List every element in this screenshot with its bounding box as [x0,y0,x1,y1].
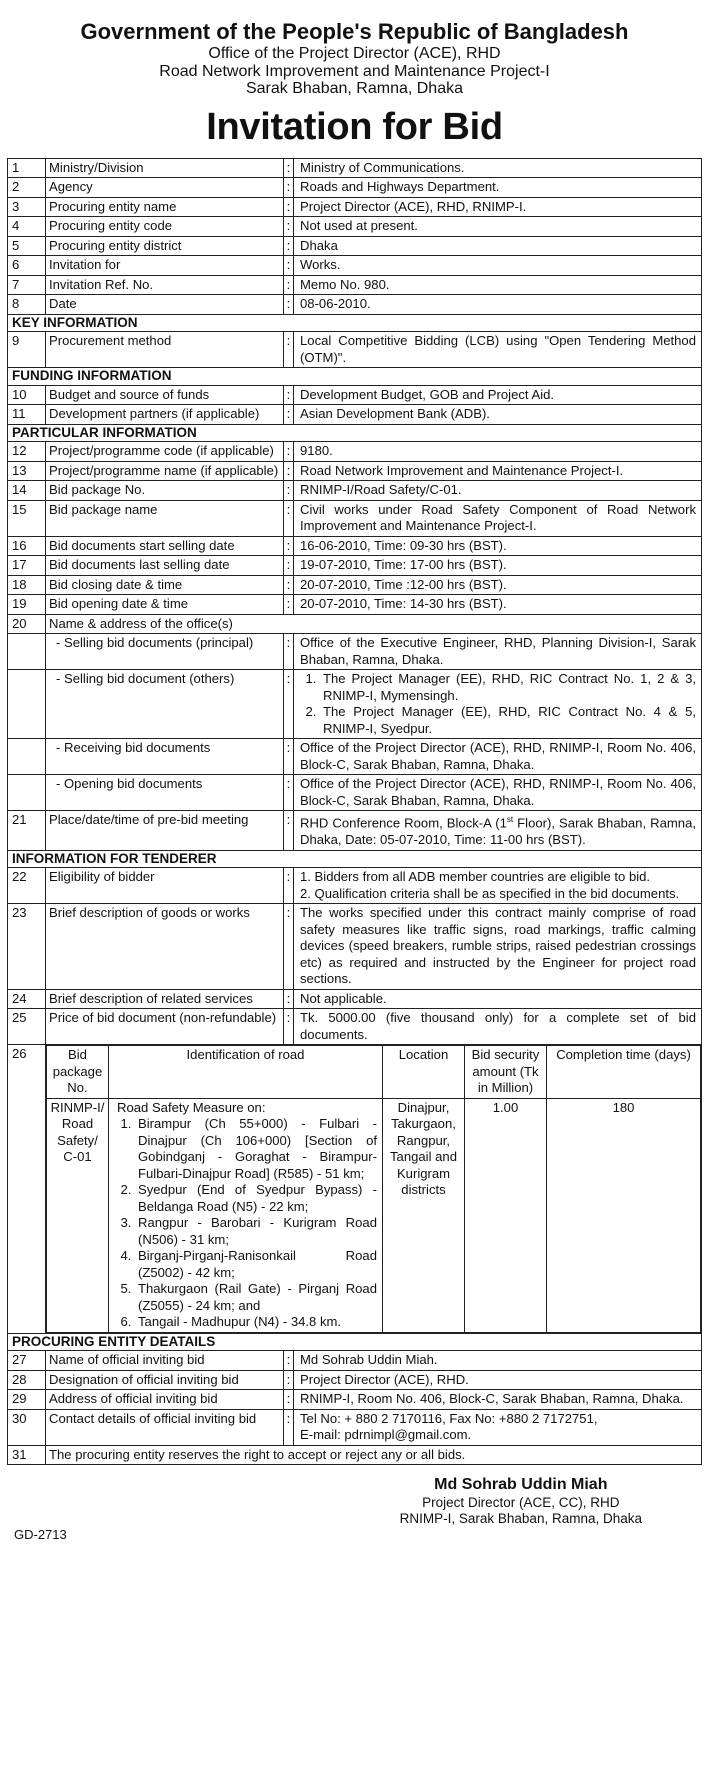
colon: : [284,868,294,904]
list-item: 6. Tangail - Madhupur (N4) - 34.8 km. [135,1314,377,1331]
signer-address: RNIMP-I, Sarak Bhaban, Ramna, Dhaka [399,1511,642,1527]
row-value: 9180. [294,442,702,462]
row-value: 08-06-2010. [294,295,702,315]
row-value: 20-07-2010, Time :12-00 hrs (BST). [294,575,702,595]
table-row [8,1370,702,1390]
row-number: 10 [8,385,46,405]
table-row [8,595,702,615]
row-number: 15 [8,500,46,536]
row-label: Project/programme name (if applicable) [46,461,284,481]
signer-designation: Project Director (ACE, CC), RHD [422,1495,620,1511]
row-value: Project Director (ACE), RHD. [294,1370,702,1390]
road-table-header [47,1046,701,1099]
row-value [294,670,702,739]
colon: : [284,332,294,368]
colon: : [284,595,294,615]
office-line: Office of the Project Director (ACE), RHD [208,44,501,62]
table-row [8,811,702,850]
row-label: - Selling bid documents (principal) [46,634,284,670]
row-number: 4 [8,217,46,237]
table-row [8,739,702,775]
row-number: 17 [8,556,46,576]
row-label: Address of official inviting bid [46,1390,284,1410]
package-cell: RINMP-I/ Road Safety/ C-01 [47,1098,109,1332]
list-item: 2. Syedpur (End of Syedpur Bypass) - Beldanga Road (N5) - 22 km; [135,1182,377,1215]
table-row [8,1445,702,1465]
colon: : [284,236,294,256]
colon: : [284,158,294,178]
row-label: Bid package No. [46,481,284,501]
colon: : [284,405,294,425]
row-label: - Opening bid documents [46,775,284,811]
row-number: 5 [8,236,46,256]
table-row [8,405,702,425]
row-number: 30 [8,1409,46,1445]
colon: : [284,275,294,295]
table-row [8,1409,702,1445]
row-number: 19 [8,595,46,615]
table-row [8,670,702,739]
table-row [8,868,702,904]
page-title: Invitation for Bid [206,106,503,149]
colon: : [284,461,294,481]
row-value: Works. [294,256,702,276]
signer-name: Md Sohrab Uddin Miah [434,1476,608,1494]
table-row [8,556,702,576]
row-value: Asian Development Bank (ADB). [294,405,702,425]
list-item: 2. The Project Manager (EE), RHD, RIC Contract No. 4 & 5, RNIMP-I, Syedpur. [320,704,696,737]
signature-block [400,1477,642,1527]
table-row [8,500,702,536]
table-row [8,461,702,481]
table-row [8,385,702,405]
row-label: The procuring entity reserves the right to accept or reject any or all bids. [46,1445,702,1465]
row-number: 13 [8,461,46,481]
row-value: Md Sohrab Uddin Miah. [294,1351,702,1371]
colon: : [284,256,294,276]
row-value: Development Budget, GOB and Project Aid. [294,385,702,405]
colon: : [284,904,294,990]
row-label: Place/date/time of pre-bid meeting [46,811,284,850]
section-row [8,424,702,442]
section-heading: PROCURING ENTITY DEATAILS [8,1333,702,1351]
colon: : [284,295,294,315]
table-row [8,634,702,670]
table-row [8,217,702,237]
colon: : [284,989,294,1009]
row-label: - Selling bid document (others) [46,670,284,739]
row-label: Eligibility of bidder [46,868,284,904]
road-table-row [47,1098,701,1332]
row-number: 12 [8,442,46,462]
table-row [8,1390,702,1410]
office-list [300,671,696,737]
row-value: Office of the Project Director (ACE), RHD, RNIMP-I, Room No. 406, Block-C, Sarak Bhaban, Ramna, Dhaka. [294,775,702,811]
row-number: 8 [8,295,46,315]
row-label: Development partners (if applicable) [46,405,284,425]
colon: : [284,481,294,501]
colon: : [284,1009,294,1045]
row-number: 26 [8,1045,46,1334]
colon: : [284,197,294,217]
row-label: Bid documents last selling date [46,556,284,576]
header-package: Bid package No. [47,1046,109,1099]
row-label: Invitation Ref. No. [46,275,284,295]
colon: : [284,385,294,405]
row-value: Not used at present. [294,217,702,237]
row-value: Ministry of Communications. [294,158,702,178]
section-row [8,368,702,386]
section-row [8,1333,702,1351]
list-item: 3. Rangpur - Barobari - Kurigram Road (N506) - 31 km; [135,1215,377,1248]
row-label: Bid closing date & time [46,575,284,595]
row-number: 21 [8,811,46,850]
colon: : [284,775,294,811]
row-number: 16 [8,536,46,556]
row-value: 1. Bidders from all ADB member countries are eligible to bid. 2. Qualification criteria shall be as specified in the bid documents. [294,868,702,904]
row-label: Bid package name [46,500,284,536]
list-item: 5. Thakurgaon (Rail Gate) - Pirganj Road (Z5055) - 24 km; and [135,1281,377,1314]
row-number: 14 [8,481,46,501]
row-value: Office of the Executive Engineer, RHD, Planning Division-I, Sarak Bhaban, Ramna, Dhaka. [294,634,702,670]
row-value: RNIMP-I/Road Safety/C-01. [294,481,702,501]
row-label: Bid documents start selling date [46,536,284,556]
row-label: Procuring entity name [46,197,284,217]
colon: : [284,739,294,775]
table-row [8,442,702,462]
table-row [8,295,702,315]
row-value: Tel No: + 880 2 7170116, Fax No: +880 2 7172751, E-mail: pdrnimpl@gmail.com. [294,1409,702,1445]
row-number: 24 [8,989,46,1009]
row-label: Ministry/Division [46,158,284,178]
row-label: Designation of official inviting bid [46,1370,284,1390]
road-table [46,1045,701,1333]
row-label: Project/programme code (if applicable) [46,442,284,462]
row-value: Tk. 5000.00 (five thousand only) for a complete set of bid documents. [294,1009,702,1045]
row-label: - Receiving bid documents [46,739,284,775]
row-label: Brief description of related services [46,989,284,1009]
row-number: 28 [8,1370,46,1390]
row-number: 23 [8,904,46,990]
location-cell: Dinajpur, Takurgaon, Rangpur, Tangail and Kurigram districts [383,1098,465,1332]
table-row [8,904,702,990]
row-number: 18 [8,575,46,595]
row-label: Price of bid document (non-refundable) [46,1009,284,1045]
row-number: 11 [8,405,46,425]
row-label: Agency [46,178,284,198]
row-number: 7 [8,275,46,295]
header-road: Identification of road [109,1046,383,1099]
table-row [8,1045,702,1334]
row-number: 22 [8,868,46,904]
colon: : [284,634,294,670]
security-cell: 1.00 [465,1098,547,1332]
road-intro: Road Safety Measure on: [117,1099,266,1115]
row-number: 9 [8,332,46,368]
colon: : [284,536,294,556]
row-value: 16-06-2010, Time: 09-30 hrs (BST). [294,536,702,556]
header-location: Location [383,1046,465,1099]
colon: : [284,1409,294,1445]
row-label: Name & address of the office(s) [46,614,702,634]
table-row [8,614,702,634]
colon: : [284,670,294,739]
colon: : [284,500,294,536]
row-number: 1 [8,158,46,178]
section-heading: INFORMATION FOR TENDERER [8,850,702,868]
row-number: 2 [8,178,46,198]
colon: : [284,1370,294,1390]
row-value: 20-07-2010, Time: 14-30 hrs (BST). [294,595,702,615]
colon: : [284,1390,294,1410]
row-label: Date [46,295,284,315]
section-heading: FUNDING INFORMATION [8,368,702,386]
row-label: Procurement method [46,332,284,368]
completion-cell: 180 [547,1098,701,1332]
colon: : [284,442,294,462]
row-value: 19-07-2010, Time: 17-00 hrs (BST). [294,556,702,576]
row-value: Memo No. 980. [294,275,702,295]
row-label: Bid opening date & time [46,595,284,615]
row-number: 3 [8,197,46,217]
road-list [117,1116,377,1331]
colon: : [284,178,294,198]
header-block [7,20,702,149]
table-row [8,1009,702,1045]
row-value: RHD Conference Room, Block-A (1st Floor), Sarak Bhaban, Ramna, Dhaka, Date: 05-07-2010, Time: 11-00 hrs (BST). [294,811,702,850]
row-number: 29 [8,1390,46,1410]
address-line: Sarak Bhaban, Ramna, Dhaka [245,80,463,98]
header-security: Bid security amount (Tk in Million) [465,1046,547,1099]
table-row [8,481,702,501]
table-row [8,158,702,178]
row-value: Office of the Project Director (ACE), RHD, RNIMP-I, Room No. 406, Block-C, Sarak Bhaban, Ramna, Dhaka. [294,739,702,775]
row-number: 31 [8,1445,46,1465]
table-row [8,575,702,595]
row-label: Invitation for [46,256,284,276]
row-label: Brief description of goods or works [46,904,284,990]
row-value: RNIMP-I, Room No. 406, Block-C, Sarak Bhaban, Ramna, Dhaka. [294,1390,702,1410]
row-value: Roads and Highways Department. [294,178,702,198]
document-code: GD-2713 [14,1527,67,1543]
list-item: 4. Birganj-Pirganj-Ranisonkail Road (Z5002) - 42 km; [135,1248,377,1281]
row-number: 6 [8,256,46,276]
row-number: 25 [8,1009,46,1045]
row-number: 20 [8,614,46,634]
colon: : [284,217,294,237]
row-value: Project Director (ACE), RHD, RNIMP-I. [294,197,702,217]
row-value: Road Network Improvement and Maintenance Project-I. [294,461,702,481]
section-row [8,850,702,868]
table-row [8,536,702,556]
section-heading: PARTICULAR INFORMATION [8,424,702,442]
table-row [8,332,702,368]
row-label: Procuring entity code [46,217,284,237]
row-value: Not applicable. [294,989,702,1009]
road-cell [109,1098,383,1332]
table-row [8,236,702,256]
government-heading: Government of the People's Republic of Bangladesh [80,19,629,44]
row-number: 27 [8,1351,46,1371]
list-item: 1. Birampur (Ch 55+000) - Fulbari - Dinajpur (Ch 106+000) [Section of Gobindganj - Goraghat - Birampur-Fulbari-Dinajpur Road] (R585) - 51 km; [135,1116,377,1182]
footer [7,1465,702,1575]
table-row [8,275,702,295]
row-value: Dhaka [294,236,702,256]
colon: : [284,1351,294,1371]
row-label: Name of official inviting bid [46,1351,284,1371]
bid-table [7,158,702,1465]
colon: : [284,811,294,850]
row-label: Procuring entity district [46,236,284,256]
row-value: Civil works under Road Safety Component of Road Network Improvement and Maintenance Project-I. [294,500,702,536]
table-row [8,775,702,811]
colon: : [284,556,294,576]
table-row [8,989,702,1009]
row-label: Contact details of official inviting bid [46,1409,284,1445]
table-row [8,1351,702,1371]
colon: : [284,575,294,595]
section-heading: KEY INFORMATION [8,314,702,332]
table-row [8,178,702,198]
header-completion: Completion time (days) [547,1046,701,1099]
row-label: Budget and source of funds [46,385,284,405]
section-row [8,314,702,332]
table-row [8,256,702,276]
table-row [8,197,702,217]
project-line: Road Network Improvement and Maintenance Project-I [159,62,550,80]
row-value: The works specified under this contract mainly comprise of road safety measures like traffic signs, road markings, traffic calming devices (speed breakers, rumble strips, raised pedestrian crossings etc) as required and instructed by the Engineer for project road sections. [294,904,702,990]
list-item: 1. The Project Manager (EE), RHD, RIC Contract No. 1, 2 & 3, RNIMP-I, Mymensingh. [320,671,696,704]
row-value: Local Competitive Bidding (LCB) using "Open Tendering Method (OTM)". [294,332,702,368]
